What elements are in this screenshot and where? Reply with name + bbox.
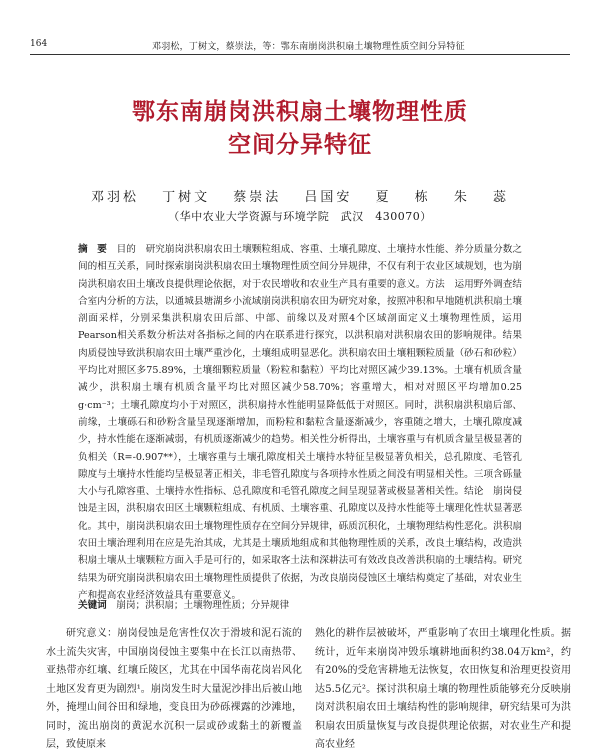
title-line-2: 空间分异特征: [228, 132, 372, 158]
author: 夏: [375, 190, 392, 205]
abstract: [78, 241, 532, 604]
author: 吕国安: [304, 190, 353, 205]
author: 栋: [414, 190, 431, 205]
author: 朱: [453, 190, 470, 205]
affiliation: （华中农业大学资源与环境学院 武汉 430070）: [168, 210, 432, 223]
author-list: [0, 186, 600, 205]
title-line-1: 鄂东南崩岗洪积扇土壤物理性质: [132, 99, 468, 125]
keywords-label: 关键词: [78, 600, 107, 611]
keywords-text: 崩岗；洪积扇；土壤物理性质；分异规律: [116, 600, 290, 611]
body-column-left: 研究意义：崩岗侵蚀是危害性仅次于滑坡和泥石流的水土流失灾害，中国崩岗侵蚀主要集中在长江以南热带、亚热带亦红壤、红壤丘陵区，尤其在中国华南花岗岩风化土地区发育更为剧烈¹。崩岗发生时大量泥沙排出后被山地外，掩埋山间谷田和绿地，变良田为砂砾裸露的沙滩地，同时，流出崩岗的黄泥水沉积一层或砂或黏土的新覆盖层，致使原来: [46, 628, 302, 750]
abstract-label: 摘 要: [78, 244, 107, 255]
author: 丁树文: [162, 190, 211, 205]
article-title: [0, 96, 600, 162]
author: 邓羽松: [90, 190, 139, 205]
abstract-text: 目的 研究崩岗洪积扇农田土壤颗粒组成、容重、土壤孔隙度、土壤持水性能、养分质量分数之间的相互关系，同时探索崩岗洪积扇农田土壤物理性质空间分异规律，不仅有利于农业区域规划，也为崩岗洪积扇农田土壤改良提供理论依据，对于农民增收和农业生产具有重要的意义。方法 运用野外调查结合室内分析的方法，以通城县塘湖乡小流域崩岗洪积扇农田为研究对象，按照冲积和早地随机洪积扇土壤剖面采样，分别采集洪积扇农田后部、中部、前缘以及对照4个区域剖面定义土壤物理性质，运用Pearson相关系数分析法对各指标之间的内在联系进行探究，以洪积扇对洪积扇农田的影响规律。结果 肉质侵蚀导致洪积扇农田土壤严重沙化，土壤组成明显恶化。洪积扇农田土壤粗颗粒质量（砂石和砂粒）平均比对照区多75.89%，土壤细颗粒质量（粉粒和黏粒）平均比对照区减少39.13%。土壤有机质含量减少，洪积扇土壤有机质含量平均比对照区减少58.70%；容重增大，相对对照区平均增加0.25 g·cm⁻³；土壤孔隙度均小于对照区，洪积扇持水性能明显降低低于对照区。同时，洪积扇洪积扇后部、前缘，土壤砾石和砂粉含量呈现逐渐增加，而粉粒和黏粒含量逐渐减少，容重随之增大，土壤孔隙度减少，持水性能在逐渐减弱，有机质逐渐减少的趋势。相关性分析得出，土壤容重与有机质含量呈极显著的负相关（R=-0.907**），土壤容重与土壤孔隙度相关土壤持水特征呈极显著负相关，总孔隙度、毛管孔隙度与土壤持水性能均呈极显著正相关，非毛管孔隙度与各项持水性质之间没有明显相关性。三项含砾量大小与孔隙容重、土壤持水性指标、总孔隙度和毛管孔隙度之间呈现显著或极显著相关性。结论 崩岗侵蚀是主因，洪积扇农田区土壤颗粒组成、有机质、土壤容重、孔隙度以及持水性能等土壤理化性状显著恶化。其中，崩岗洪积扇农田土壤物理性质存在空间分异规律，砾质沉积化，土壤物理结构性恶化。洪积扇农田土壤治理利用在应是先治其成，尤其是土壤质地组成和其他物理性质的关系，改良土壤结构，改造洪积扇土壤从土壤颗粒方面入手是可行的，如采取客土法和深耕法可有效改良改善洪积扇的土壤结构。研究结果为研究崩岗洪积扇农田土壤物理性质提供了依据，为改良崩岗侵蚀区土壤结构奠定了基础，对农业生产和提高农业经济效益具有重要意义。: [78, 244, 532, 601]
author: 蔡崇法: [233, 190, 282, 205]
keywords: [78, 597, 522, 614]
running-title: 邓羽松，丁树文，蔡崇法，等：鄂东南崩岗洪积扇土壤物理性质空间分异特征: [152, 42, 465, 52]
running-header: [30, 38, 570, 55]
page-number: 164: [30, 39, 48, 49]
author: 蕊: [493, 190, 510, 205]
body-column-right: 熟化的耕作层被破坏，严重影响了农田土壤理化性质。据统计，近年来崩岗冲毁乐壤耕地面积约38.04万km²，约有20%的受危害耕地无法恢复，农田恢复和治理更投资用达5.5亿元²。探讨洪积扇土壤的物理性质能够充分反映崩岗对洪积扇农田土壤结构性的影响规律，研究结果可为洪积扇农田质量恢复与改良提供理论依据，对农业生产和提高农业经: [315, 628, 571, 750]
